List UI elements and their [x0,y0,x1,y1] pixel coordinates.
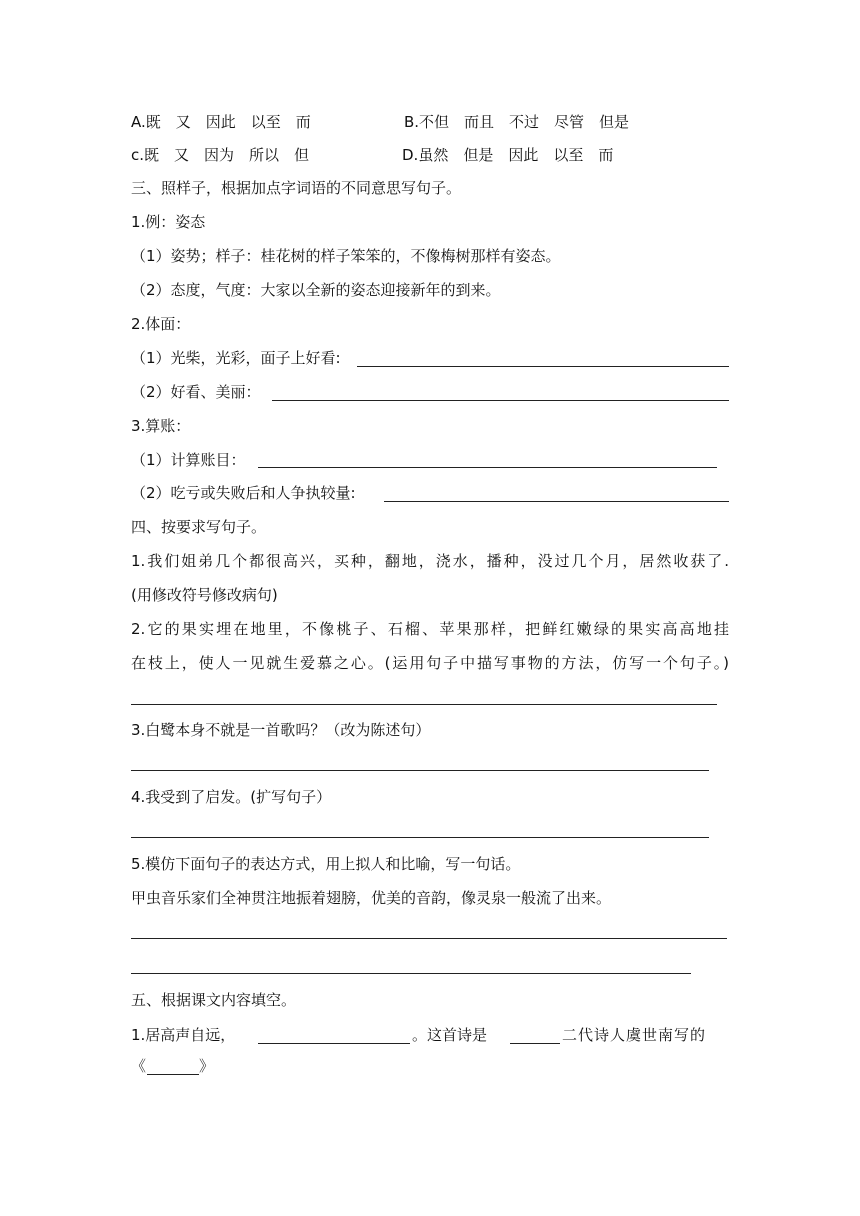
answer-line[interactable] [131,837,709,838]
s5-q1-part2: 。这首诗是 [412,1026,488,1044]
answer-line[interactable] [357,366,729,367]
s5-title-open: 《 [131,1057,147,1075]
answer-line[interactable] [131,704,717,705]
q3-text: 3.白鹭本身不就是一首歌吗？（改为陈述句） [131,721,431,739]
s5-q1-part1: 1.居高声自远， [131,1026,236,1044]
example-sentence-2: （2）态度，气度：大家以全新的姿态迎接新年的到来。 [131,281,501,299]
q2-line-2: 在枝上，使人一见就生爱慕之心。(运用句子中描写事物的方法，仿写一个句子。) [131,654,729,672]
option-d: D.虽然 但是 因此 以至 而 [402,146,614,164]
answer-line[interactable] [131,973,691,974]
q4-text: 4.我受到了启发。(扩写句子） [131,788,332,806]
answer-line[interactable] [272,400,729,401]
s5-q1-part3: 二代诗人虞世南写的 [562,1026,707,1044]
item2-prompt-1: （1）光柴，光彩，面子上好看: [131,349,341,367]
item2-prompt-2: （2）好看、美丽： [131,383,261,401]
q5-example: 甲虫音乐家们全神贯注地振着翅膀，优美的音韵，像灵泉一般流了出来。 [131,889,612,907]
option-b: B.不但 而且 不过 尽管 但是 [404,113,630,131]
section4-heading: 四、按要求写句子。 [131,518,267,536]
section5-heading: 五、根据课文内容填空。 [131,991,297,1009]
item3-title: 3.算账： [131,417,191,435]
answer-line[interactable] [131,938,727,939]
fill-blank[interactable] [147,1074,199,1075]
q5-text: 5.模仿下面句子的表达方式，用上拟人和比喻，写一句话。 [131,855,521,873]
example-title: 1.例：姿态 [131,213,206,231]
answer-line[interactable] [258,467,717,468]
answer-line[interactable] [384,501,729,502]
section3-heading: 三、照样子，根据加点字词语的不同意思写句子。 [131,179,462,197]
fill-blank[interactable] [510,1043,560,1044]
item3-prompt-1: （1）计算账目： [131,451,246,469]
example-sentence-1: （1）姿势；样子：桂花树的样子笨笨的，不像梅树那样有姿态。 [131,247,561,265]
option-c: c.既 又 因为 所以 但 [131,146,310,164]
item2-title: 2.体面： [131,315,191,333]
q1-line-1: 1.我们姐弟几个都很高兴，买种，翻地，浇水，播种，没过几个月，居然收获了. [131,552,729,570]
q1-line-2: (用修改符号修改病句) [131,586,278,604]
answer-line[interactable] [131,770,709,771]
q2-line-1: 2.它的果实埋在地里，不像桃子、石榴、苹果那样，把鲜红嫩绿的果实高高地挂 [131,620,729,638]
fill-blank[interactable] [258,1043,410,1044]
s5-title-close: 》 [199,1057,215,1075]
item3-prompt-2: （2）吃亏或失败后和人争执较量: [131,484,356,502]
option-a: A.既 又 因此 以至 而 [131,113,311,131]
